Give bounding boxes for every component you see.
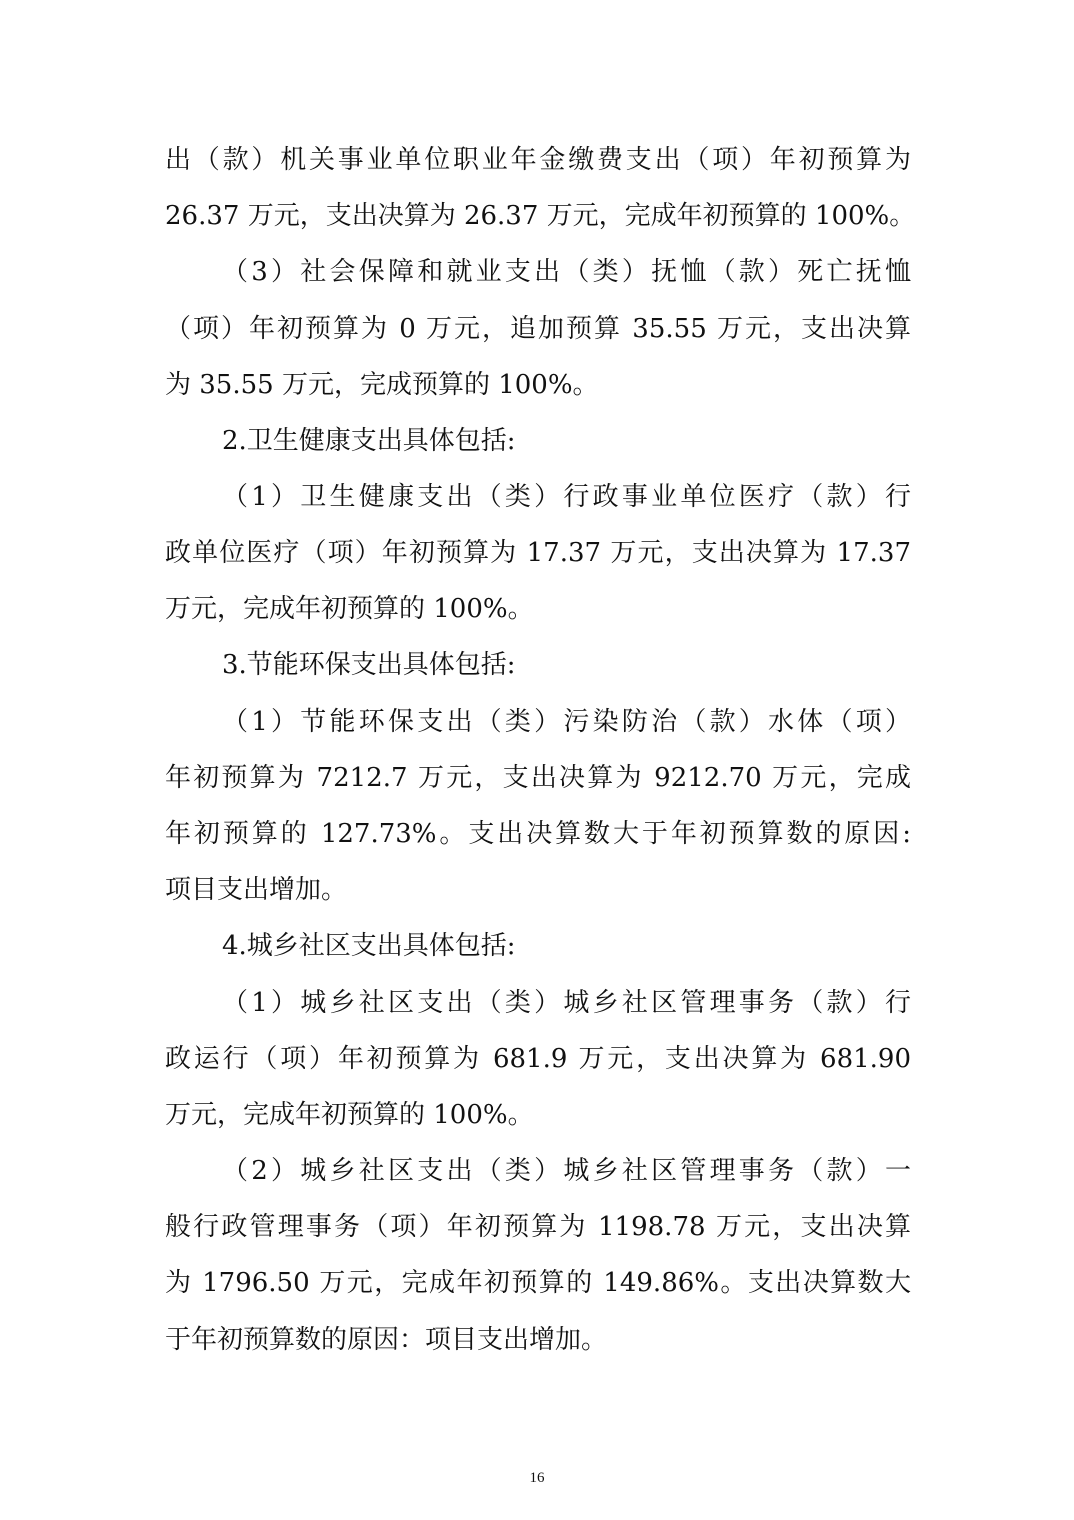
text-line: （1）卫生健康支出（类）行政事业单位医疗（款）行 <box>222 482 911 512</box>
section-heading: 3.节能环保支出具体包括: <box>222 650 516 680</box>
text-line: 般行政管理事务（项）年初预算为 1198.78 万元，支出决算 <box>165 1212 911 1242</box>
text-line: 政运行（项）年初预算为 681.9 万元，支出决算为 681.90 <box>165 1044 911 1074</box>
text-line: （1）城乡社区支出（类）城乡社区管理事务（款）行 <box>222 988 911 1018</box>
section-heading: 4.城乡社区支出具体包括: <box>222 931 516 961</box>
text-line: 万元，完成年初预算的 100%。 <box>165 594 534 624</box>
text-line: （3）社会保障和就业支出（类）抚恤（款）死亡抚恤 <box>222 257 911 287</box>
page-number: 16 <box>529 1470 545 1486</box>
text-line: 26.37 万元，支出决算为 26.37 万元，完成年初预算的 100%。 <box>165 201 916 231</box>
text-line: （1）节能环保支出（类）污染防治（款）水体（项） <box>222 707 911 737</box>
text-line: 于年初预算数的原因：项目支出增加。 <box>165 1325 608 1355</box>
text-line: 年初预算的 127.73%。支出决算数大于年初预算数的原因: <box>165 819 911 849</box>
text-line: 出（款）机关事业单位职业年金缴费支出（项）年初预算为 <box>165 145 911 175</box>
text-line: 万元，完成年初预算的 100%。 <box>165 1100 534 1130</box>
text-line: 为 35.55 万元，完成预算的 100%。 <box>165 370 599 400</box>
text-line: 为 1796.50 万元，完成年初预算的 149.86%。支出决算数大 <box>165 1268 911 1298</box>
text-line: （2）城乡社区支出（类）城乡社区管理事务（款）一 <box>222 1156 911 1186</box>
section-heading: 2.卫生健康支出具体包括: <box>222 426 516 456</box>
text-line: 政单位医疗（项）年初预算为 17.37 万元，支出决算为 17.37 <box>165 538 911 568</box>
text-line: （项）年初预算为 0 万元，追加预算 35.55 万元，支出决算 <box>165 314 911 344</box>
text-line: 年初预算为 7212.7 万元，支出决算为 9212.70 万元，完成 <box>165 763 911 793</box>
text-line: 项目支出增加。 <box>165 875 348 905</box>
